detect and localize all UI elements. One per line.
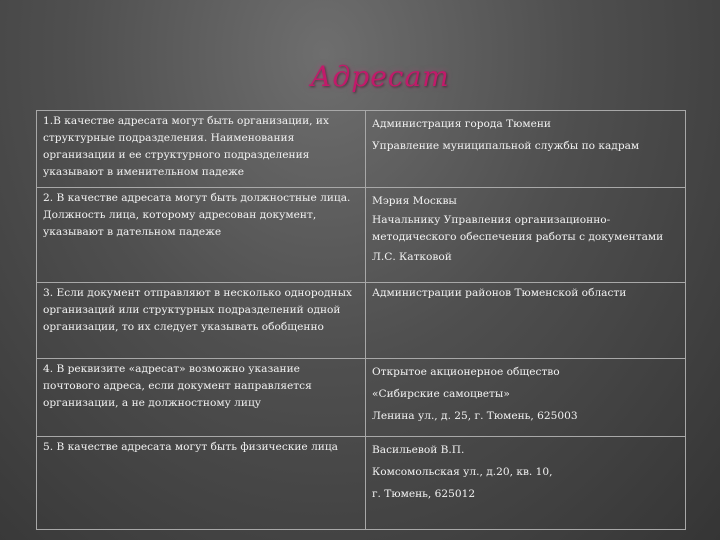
rule-text: 1.В качестве адресата могут быть организации, их структурные подразделения. Наименования организации и ее структурного подразделения указывают в именительном падеже	[43, 115, 329, 178]
example-line: Комсомольская ул., д.20, кв. 10,	[372, 465, 553, 478]
example-cell	[366, 111, 686, 188]
example-cell	[366, 187, 686, 282]
table-row	[37, 282, 686, 359]
example-line: Открытое акционерное общество	[372, 366, 560, 379]
example-line: г. Тюмень, 625012	[372, 487, 476, 500]
example-cell	[366, 282, 686, 359]
example-cell	[366, 359, 686, 437]
example-line: Управление муниципальной службы по кадрам	[372, 140, 640, 152]
example-line: Ленина ул., д. 25, г. Тюмень, 625003	[372, 410, 578, 423]
rule-cell	[37, 187, 366, 282]
table-row	[37, 111, 686, 188]
rule-cell	[37, 111, 366, 188]
example-line: Мэрия Москвы	[372, 194, 457, 207]
addressee-table	[36, 110, 686, 530]
rule-text: 4. В реквизите «адресат» возможно указание почтового адреса, если документ направляется организации, а не должностному лицу	[43, 363, 312, 410]
example-line: Начальнику Управления организационно-методического обеспечения работы с документами	[372, 213, 664, 243]
example-cell	[366, 436, 686, 529]
rule-text: 5. В качестве адресата могут быть физические лица	[43, 440, 338, 453]
table-row	[37, 436, 686, 529]
rule-cell	[37, 282, 366, 359]
rule-cell	[37, 359, 366, 437]
rule-cell	[37, 436, 366, 529]
slide-title: Адресат	[310, 60, 450, 93]
example-line: «Сибирские самоцветы»	[372, 388, 510, 401]
rule-text: 2. В качестве адресата могут быть должностные лица.	[43, 191, 351, 204]
table-row	[37, 359, 686, 437]
rule-text: 3. Если документ отправляют в несколько однородных организаций или структурных подразделений одной организации, то их следует указывать обобщенно	[43, 286, 353, 333]
example-line: Администрации районов Тюменской области	[372, 286, 627, 299]
table-row	[37, 187, 686, 282]
example-line: Администрация города Тюмени	[372, 118, 551, 130]
example-line: Васильевой В.П.	[372, 443, 465, 456]
rule-text: Должность лица, которому адресован документ, указывают в дательном падеже	[43, 208, 317, 238]
example-line: Л.С. Катковой	[372, 250, 452, 263]
